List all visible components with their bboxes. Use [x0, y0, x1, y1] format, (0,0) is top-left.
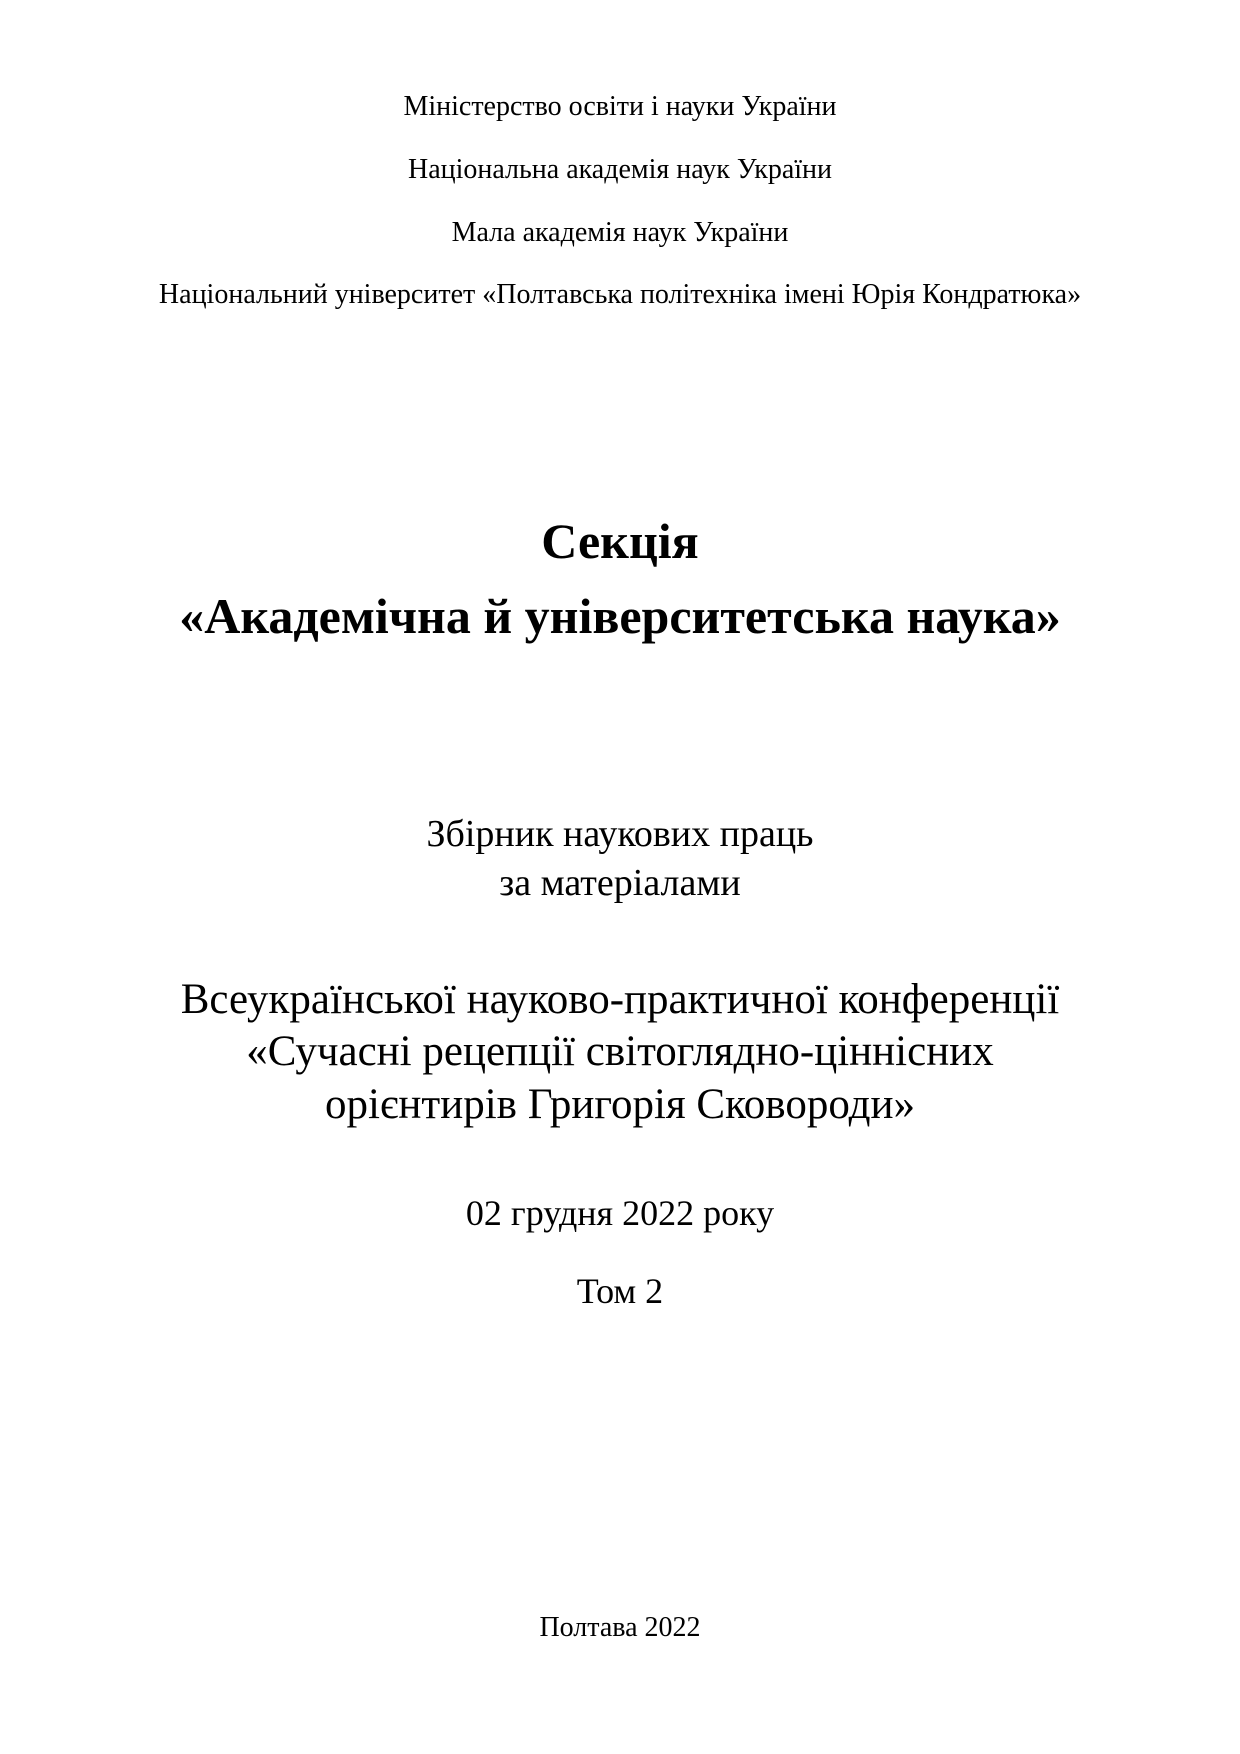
- collection-subtitle-line-1: Збірник наукових праць: [426, 813, 814, 855]
- volume-label: Том 2: [576, 1271, 664, 1311]
- institution-junior-academy: Мала академія наук України: [451, 217, 789, 248]
- section-title-name: «Академічна й університетська наука»: [179, 588, 1061, 644]
- conference-date: 02 грудня 2022 року: [465, 1193, 775, 1233]
- institution-national-academy: Національна академія наук України: [407, 154, 833, 185]
- institution-ministry: Міністерство освіти і науки України: [403, 91, 837, 122]
- imprint-city-year: Полтава 2022: [539, 1612, 701, 1643]
- conference-name-line-1: Всеукраїнської науково-практичної конференції: [180, 976, 1060, 1023]
- institution-university: Національний університет «Полтавська політехніка імені Юрія Кондратюка»: [158, 279, 1082, 310]
- section-title-word: Секція: [541, 513, 699, 569]
- collection-subtitle-line-2: за матеріалами: [499, 862, 741, 904]
- conference-name-line-2: «Сучасні рецепції світоглядно-ціннісних: [246, 1028, 994, 1075]
- conference-name-line-3: орієнтирів Григорія Сковороди»: [325, 1081, 915, 1128]
